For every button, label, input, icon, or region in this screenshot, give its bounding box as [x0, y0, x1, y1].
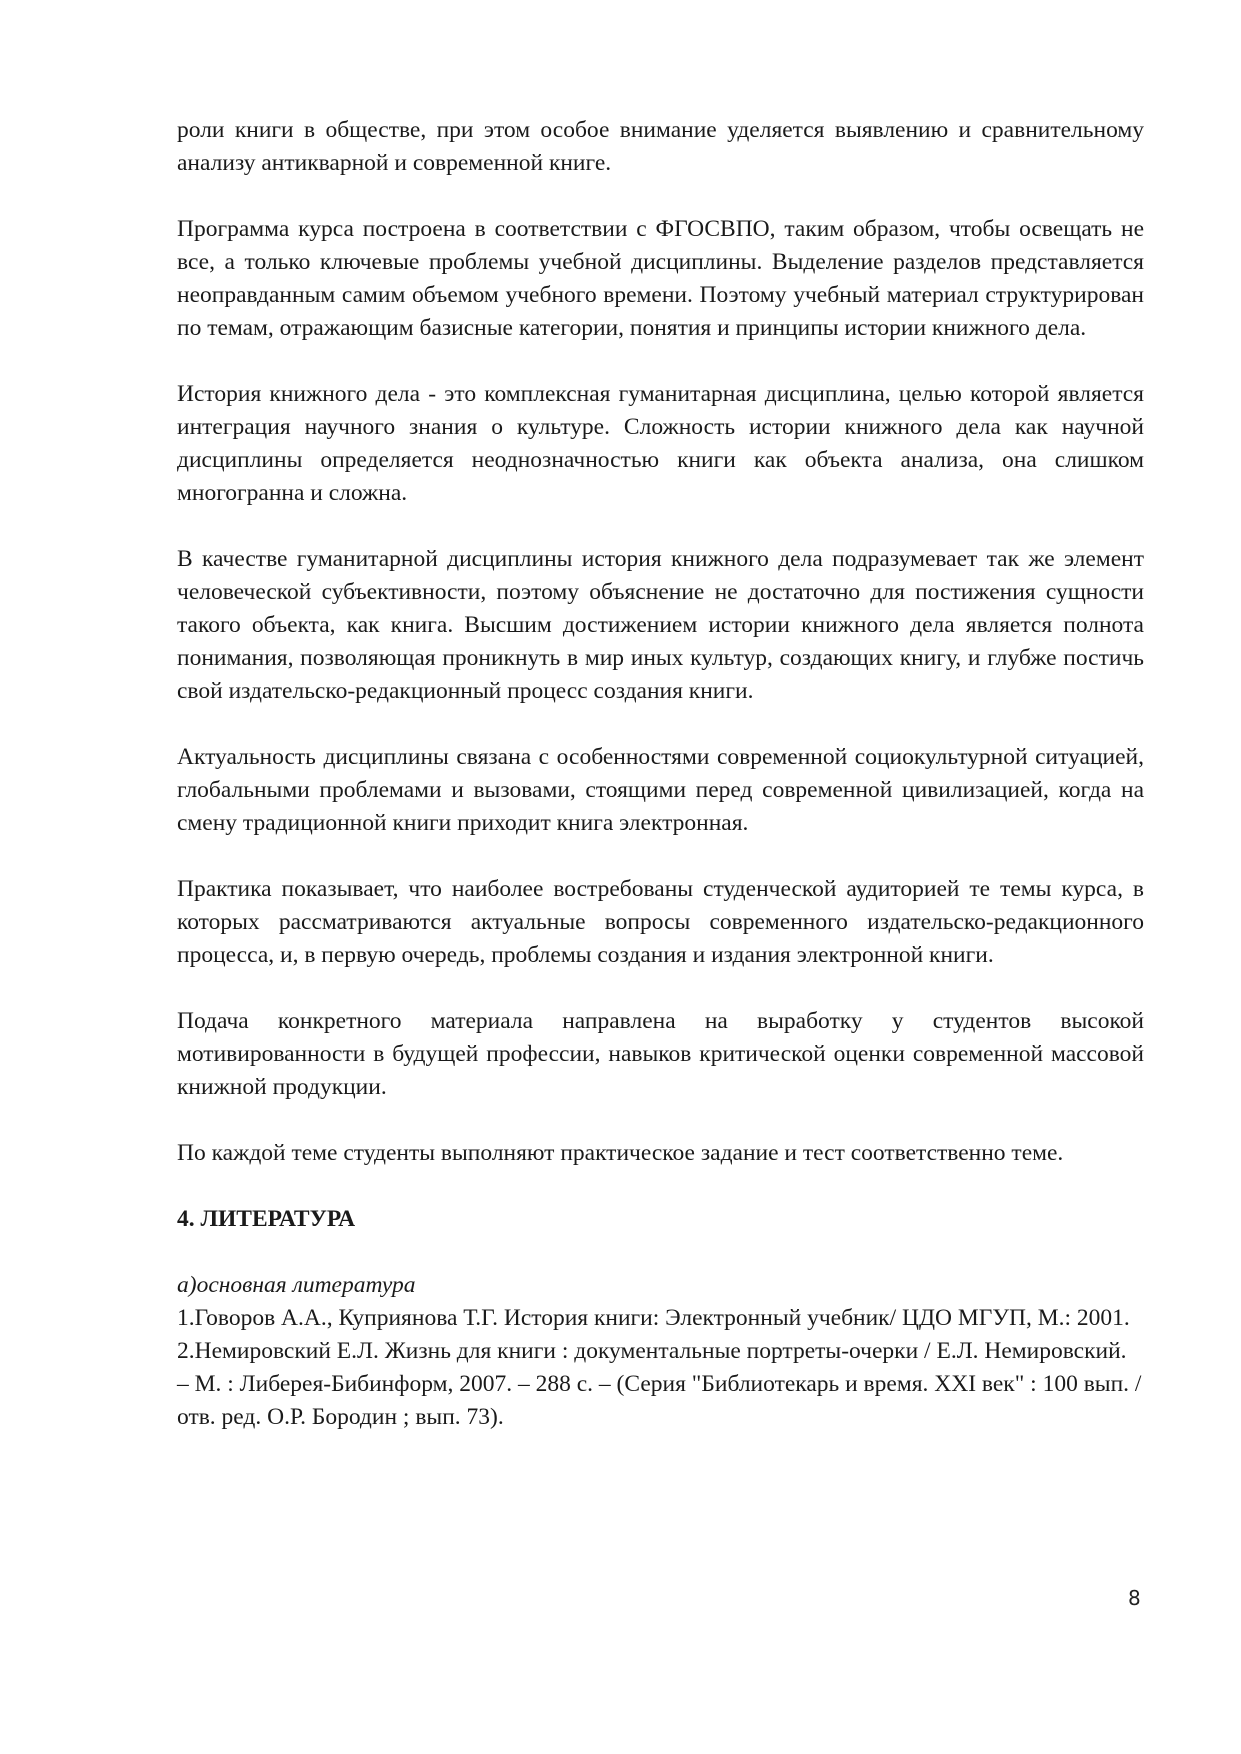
paragraph: Подача конкретного материала направлена на выработку у студентов высокой мотивированности в будущей профессии, навыков критической оценки современной массовой книжной продукции. — [177, 1008, 1144, 1100]
literature-item: 1.Говоров А.А., Куприянова Т.Г. История книги: Электронный учебник/ ЦДО МГУП, М.: 2001. — [177, 1305, 1130, 1331]
literature-item: 2.Немировский Е.Л. Жизнь для книги : документальные портреты-очерки / Е.Л. Немировский. – М. : Либерея-Бибинформ, 2007. – 288 с. – (Серия "Библиотекарь и время. XXI век" : 100 вып. / отв. ред. О.Р. Бородин ; вып. 73). — [177, 1338, 1142, 1430]
section-heading-literature: 4. ЛИТЕРАТУРА — [177, 1206, 356, 1232]
page-number: 8 — [1128, 1586, 1141, 1610]
literature-subheading: а)основная литература — [177, 1272, 416, 1298]
paragraph: История книжного дела - это комплексная гуманитарная дисциплина, целью которой является интеграция научного знания о культуре. Сложность истории книжного дела как научной дисциплины определяется неоднозначностью книги как объекта анализа, она слишком многогранна и сложна. — [177, 381, 1144, 506]
paragraph: роли книги в обществе, при этом особое внимание уделяется выявлению и сравнительному анализу антикварной и современной книге. — [177, 117, 1144, 176]
paragraph: По каждой теме студенты выполняют практическое задание и тест соответственно теме. — [177, 1140, 1064, 1166]
paragraph: Актуальность дисциплины связана с особенностями современной социокультурной ситуацией, глобальными проблемами и вызовами, стоящими перед современной цивилизацией, когда на смену традиционной книги приходит книга электронная. — [177, 744, 1144, 836]
paragraph: Программа курса построена в соответствии с ФГОСВПО, таким образом, чтобы освещать не все, а только ключевые проблемы учебной дисциплины. Выделение разделов представляется неоправданным самим объемом учебного времени. Поэтому учебный материал структурирован по темам, отражающим базисные категории, понятия и принципы истории книжного дела. — [177, 216, 1144, 341]
page-content — [177, 114, 1144, 1434]
paragraph: В качестве гуманитарной дисциплины история книжного дела подразумевает так же элемент человеческой субъективности, поэтому объяснение не достаточно для постижения сущности такого объекта, как книга. Высшим достижением истории книжного дела является полнота понимания, позволяющая проникнуть в мир иных культур, создающих книгу, и глубже постичь свой издательско-редакционный процесс создания книги. — [177, 546, 1144, 704]
paragraph: Практика показывает, что наиболее востребованы студенческой аудиторией те темы курса, в которых рассматриваются актуальные вопросы современного издательско-редакционного процесса, и, в первую очередь, проблемы создания и издания электронной книги. — [177, 876, 1144, 968]
